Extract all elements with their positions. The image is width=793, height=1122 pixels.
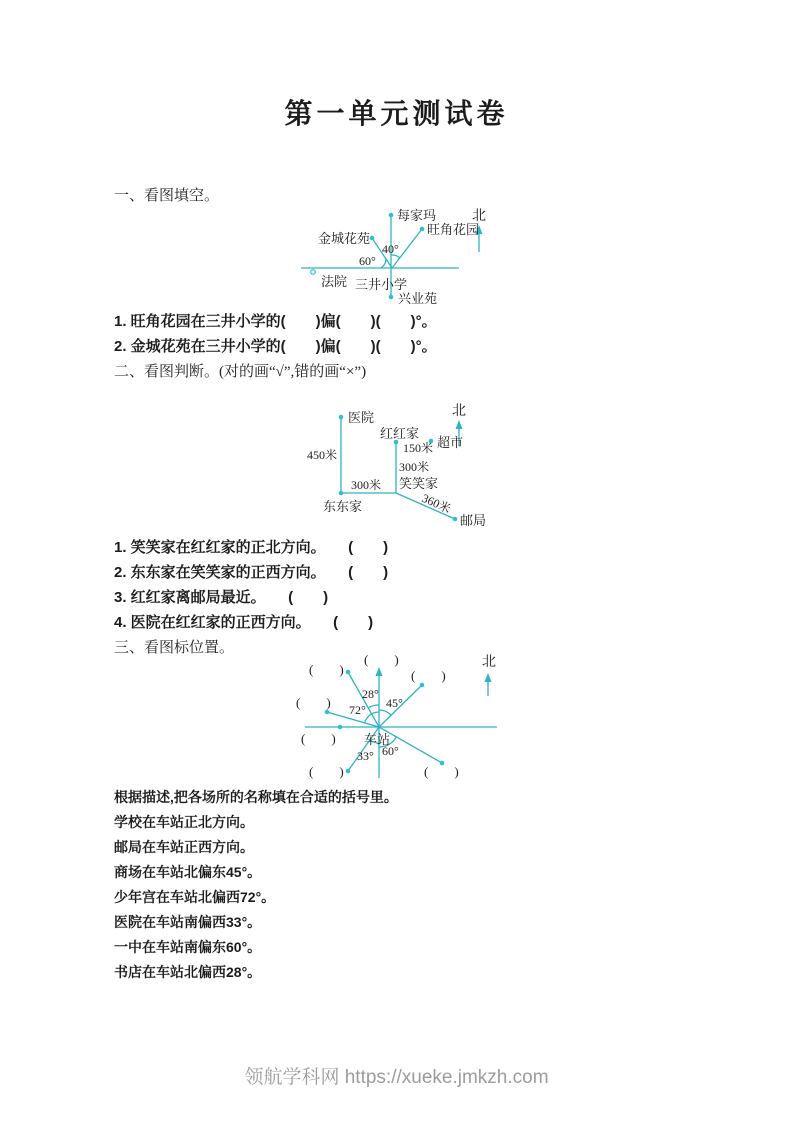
- section1-question-2: 2. 金城花苑在三井小学的( )偏( )( )°。: [114, 338, 437, 355]
- angle-arc-72: [365, 712, 379, 723]
- section2-distance-diagram: [300, 400, 500, 535]
- honghong-label: 红红家: [380, 426, 420, 441]
- section3-statement-6: 一中在车站南偏东60°。: [114, 939, 262, 955]
- diagram3-lines: [305, 667, 497, 778]
- section3-statement-5: 医院在车站南偏西33°。: [114, 914, 262, 930]
- north-arrow-head: [485, 673, 492, 682]
- axis-north-arrow-head: [376, 667, 383, 676]
- meijiama-dot: [389, 213, 394, 218]
- post-office-label: 邮局: [460, 513, 487, 528]
- xingyeyuan-dot: [389, 295, 394, 300]
- xingyeyuan-label: 兴业苑: [398, 291, 438, 306]
- ray-s33w-dot: [346, 769, 351, 774]
- section2-question-4: 4. 医院在红红家的正西方向。 ( ): [114, 614, 374, 631]
- fayuan-label: 法院: [321, 274, 348, 289]
- angle-60-label: 60°: [359, 254, 376, 268]
- section3-station-diagram: [285, 650, 500, 785]
- angle-40-label: 40°: [382, 242, 399, 256]
- north-label: 北: [482, 655, 496, 670]
- north-label: 北: [472, 209, 486, 224]
- ray-n72w-dot: [325, 710, 330, 715]
- dist-300-west-label: 300米: [351, 478, 382, 492]
- section1-direction-diagram: [293, 200, 503, 315]
- dist-450-label: 450米: [307, 448, 338, 462]
- blank-s33w: ( ): [309, 764, 344, 779]
- page-title: 第一单元测试卷: [284, 99, 509, 130]
- section1-heading: 一、看图填空。: [114, 188, 220, 204]
- wangjiao-dot: [420, 227, 425, 232]
- blank-s60e: ( ): [424, 764, 459, 779]
- jincheng-label: 金城花苑: [318, 231, 371, 246]
- section2-question-1: 1. 笑笑家在红红家的正北方向。 ( ): [114, 539, 389, 556]
- hospital-label: 医院: [348, 410, 375, 425]
- xiaoxiao-label: 笑笑家: [399, 476, 439, 491]
- dongdong-label: 东东家: [323, 499, 363, 514]
- angle-72-label: 72°: [349, 703, 366, 717]
- west-arm-dot: [338, 725, 343, 730]
- wangjiao-label: 旺角花园: [427, 222, 480, 237]
- section3-statement-2: 邮局在车站正西方向。: [114, 839, 254, 855]
- post-office-dot: [453, 517, 458, 522]
- section2-question-3: 3. 红红家离邮局最近。 ( ): [114, 589, 329, 606]
- blank-west: ( ): [301, 731, 336, 746]
- jincheng-dot: [370, 236, 375, 241]
- section3-statement-1: 学校在车站正北方向。: [114, 814, 254, 830]
- section3-description: 根据描述,把各场所的名称填在合适的括号里。: [114, 789, 398, 805]
- blank-n28w: ( ): [309, 662, 344, 677]
- section2-question-2: 2. 东东家在笑笑家的正西方向。 ( ): [114, 564, 389, 581]
- fayuan-dot: [311, 270, 316, 275]
- dist-300-mid-label: 300米: [399, 460, 430, 474]
- section3-statement-4: 少年宫在车站北偏西72°。: [114, 889, 276, 905]
- north-arrow-head: [456, 420, 463, 429]
- site-watermark: 领航学科网 https://xueke.jmkzh.com: [244, 1067, 549, 1088]
- angle-arc-60: [381, 259, 386, 268]
- blank-north: ( ): [364, 652, 399, 667]
- supermarket-label: 超市: [437, 435, 464, 450]
- meijiama-label: 每家玛: [397, 208, 437, 223]
- angle-arc-28: [368, 705, 379, 708]
- angle-arc-45: [379, 710, 391, 715]
- ray-n45e-dot: [420, 683, 425, 688]
- dist-150-label: 150米: [403, 441, 434, 455]
- angle-45-label: 45°: [386, 696, 403, 710]
- dongdong-dot: [339, 491, 344, 496]
- station-label: 车站: [364, 732, 391, 747]
- section3-statement-7: 书店在车站北偏西28°。: [114, 964, 262, 980]
- section2-heading: 二、看图判断。(对的画“√”,错的画“×”): [114, 364, 367, 380]
- hospital-dot: [339, 415, 344, 420]
- section1-question-1: 1. 旺角花园在三井小学的( )偏( )( )°。: [114, 313, 437, 330]
- blank-n72w: ( ): [296, 695, 331, 710]
- blank-n45e: ( ): [411, 668, 446, 683]
- dist-360-label: 360米: [419, 490, 453, 516]
- section3-statement-3: 商场在车站北偏东45°。: [114, 864, 262, 880]
- sanjing-school-label: 三井小学: [355, 277, 408, 292]
- section3-heading: 三、看图标位置。: [114, 640, 235, 656]
- ray-n28w-dot: [346, 670, 351, 675]
- angle-33-label: 33°: [357, 749, 374, 763]
- north-label: 北: [452, 404, 466, 419]
- angle-28-label: 28°: [362, 687, 379, 701]
- angle-60-label: 60°: [382, 744, 399, 758]
